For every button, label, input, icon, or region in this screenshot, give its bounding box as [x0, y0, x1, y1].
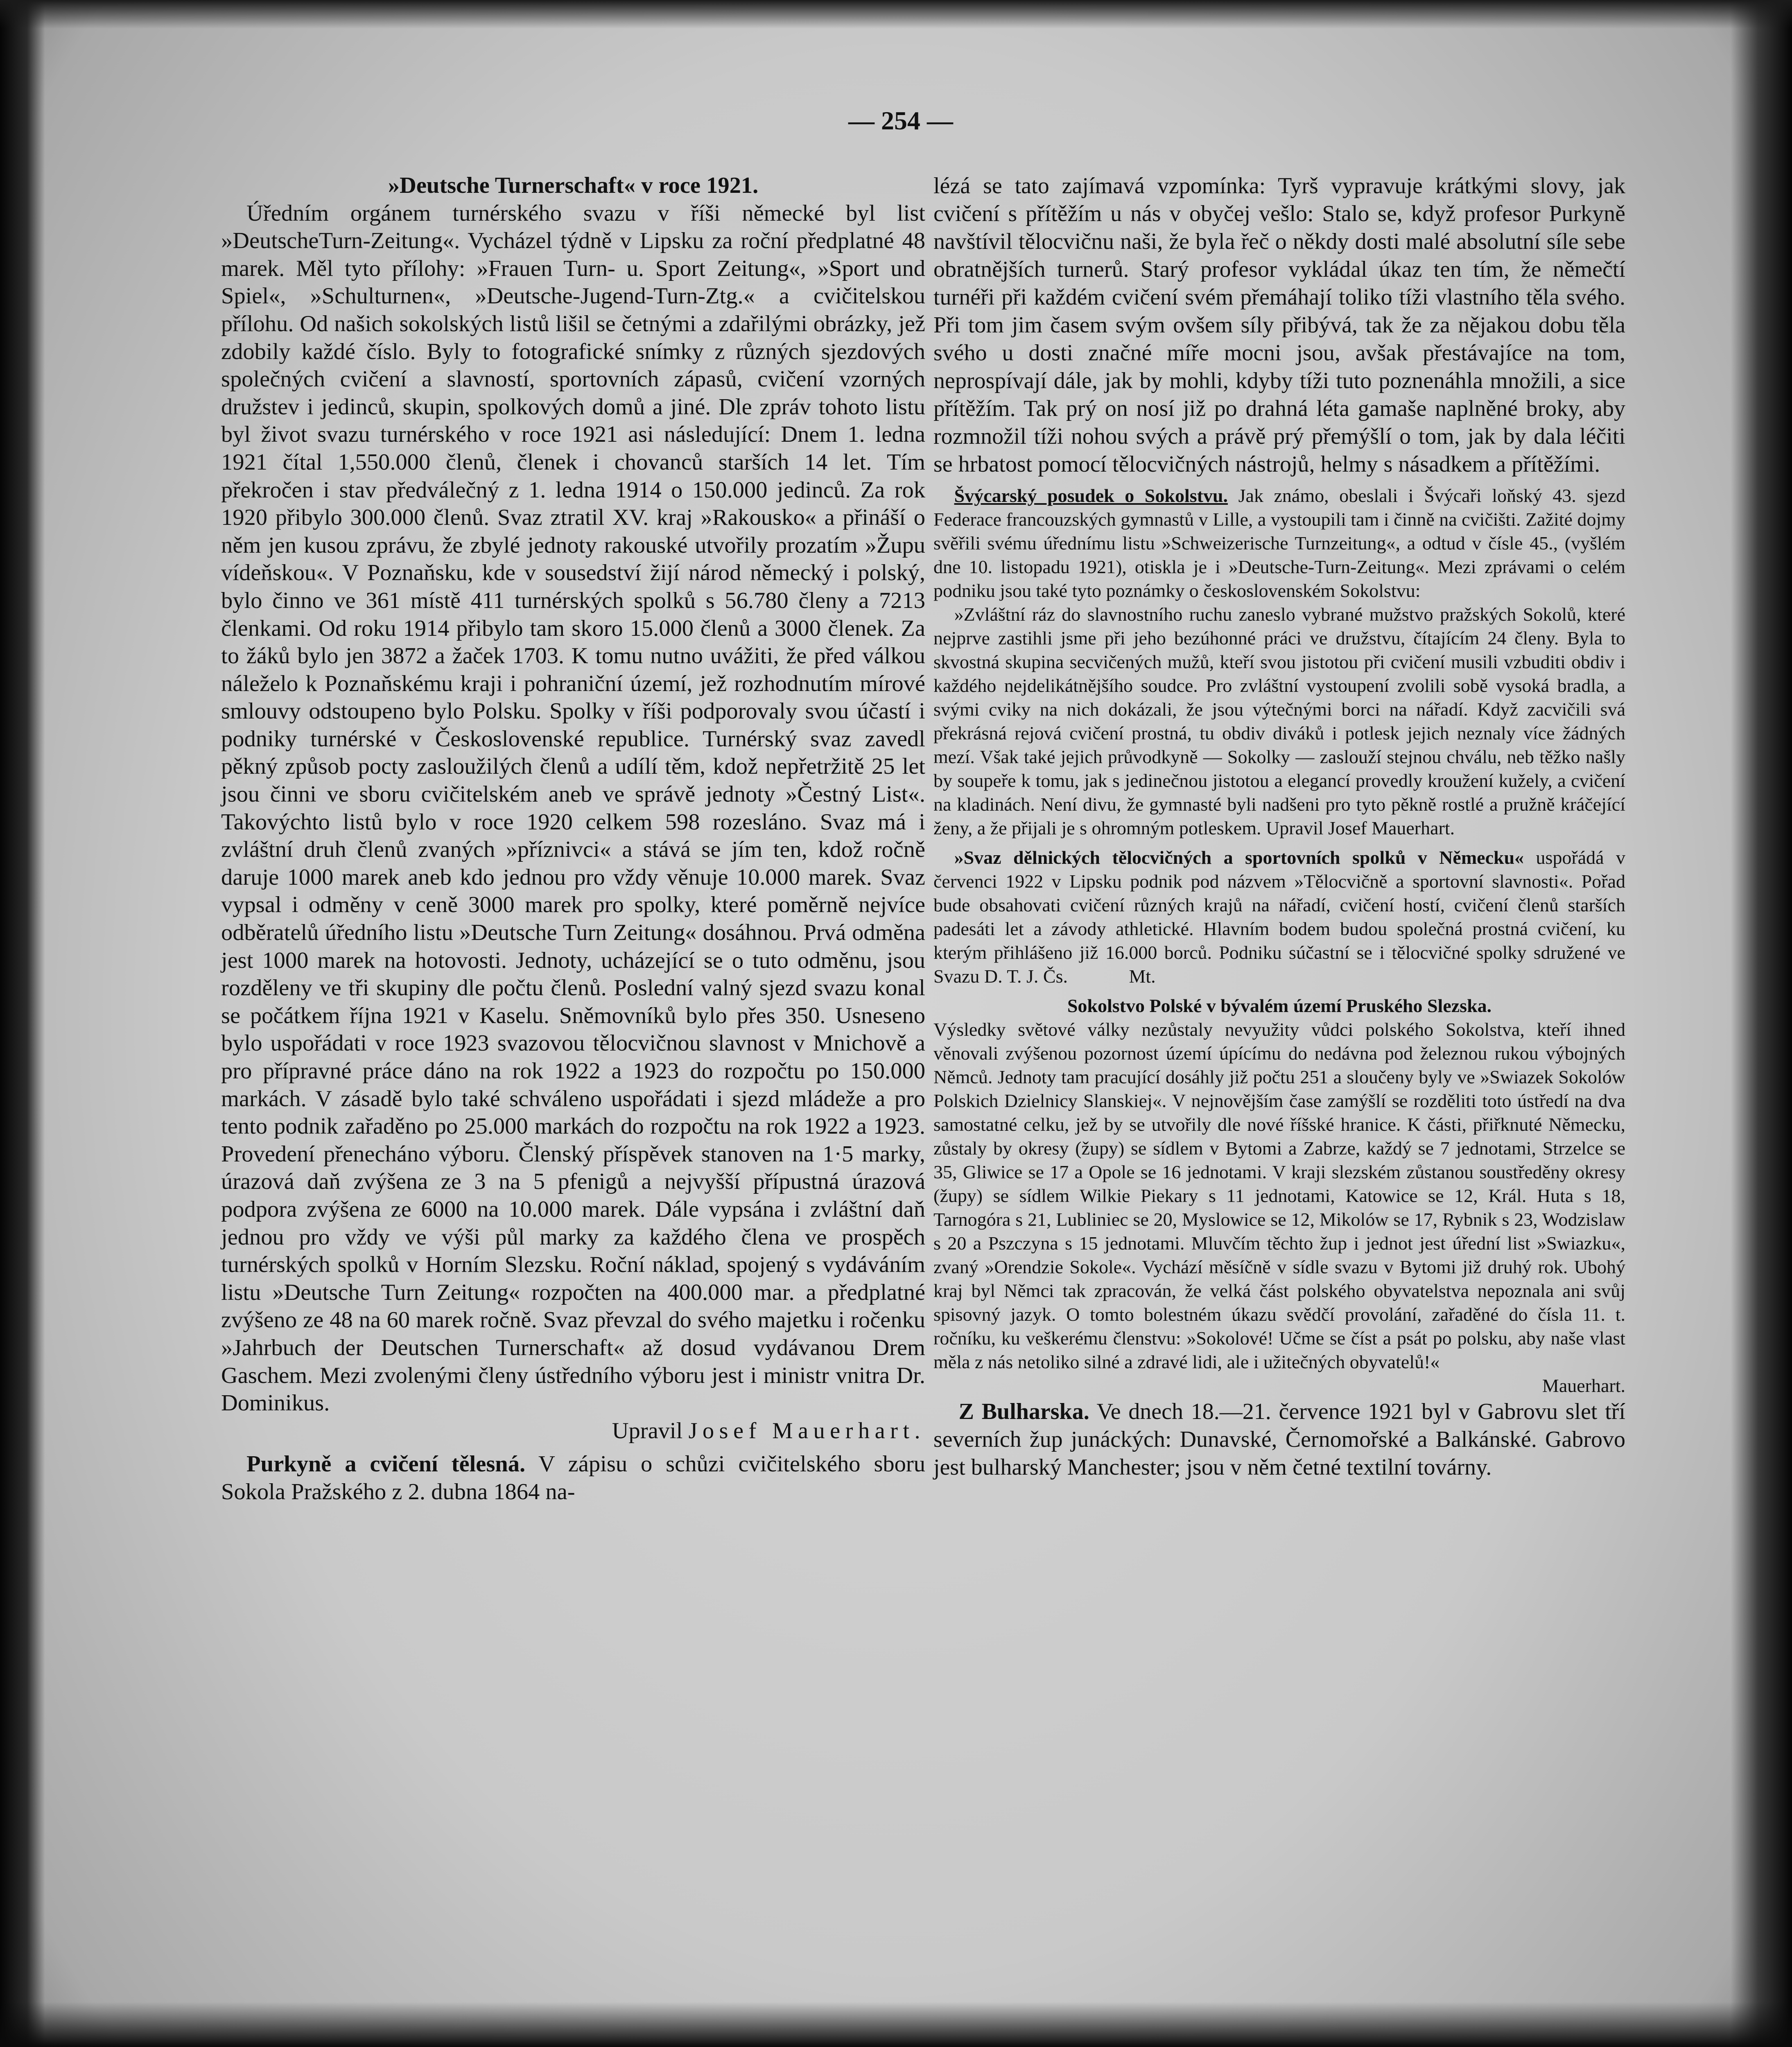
article-body-polish: Výsledky světové války nezůstaly nevyužity vůdci polského Sokolstva, kteří ihned věnovali zvýšenou pozornost území úpícímu do nedávna pod železnou rukou výbojných Němců. Jednoty tam pracující dosáhly již počtu 251 a sloučeny byly ve »Swiazek Sokolów Polskich Dzielnicy Slanskiej«. V nejnovějším čase zamýšlí se rozděliti toto ústředí na dva samostatné celku, jež by se utvořily dle nové říšské hranice. K části, přiřknuté Německu, zůstaly by okresy (župy) se sídlem v Bytomi a Zabrze, každý se 7 jednotami, Strzelce se 35, Gliwice se 17 a Opole se 16 jednotami. V kraji slezském zůstanou soustředěny okresy (župy) se sídlem Wilkie Piekary s 11 jednotami, Katowice se 12, Král. Huta s 18, Tarnogóra s 21, Lubliniec se 20, Myslowice se 12, Mikolów se 17, Rybnik s 23, Wodzislaw s 20 a Pszczyna s 15 jednotami. Mluvčím těchto žup i jednot jest úřední list »Swiazku«, zvaný »Orendzie Sokole«. Vychází měsíčně v sídle svazu v Bytomi již druhý rok. Ubohý kraj byl Němci tak zpracován, že velká část polského obyvatelstva nepoznala ani svůj spisovný jazyk. O tomto bolestném úkazu svědčí provolání, zařaděné do čísla 11. t. ročníku, ku veškerému členstvu: »Sokolové! Učme se číst a psát po polsku, aby naše vlast měla z nás netoliko silné a zdravé lidi, ale i užitečných obyvatelů!«	[933, 1019, 1625, 1372]
article-workers	[933, 846, 1625, 988]
right-column	[933, 172, 1625, 1481]
page-number: — 254 —	[848, 106, 953, 135]
article-title-bulgaria: Z Bulharska.	[958, 1399, 1089, 1424]
scan-edge-right	[1731, 0, 1792, 2047]
left-column	[221, 172, 925, 1506]
scan-edge-top	[0, 0, 1792, 29]
signature-name: Josef Mauerhart.	[688, 1418, 925, 1444]
article-body-purkyne-start: V zápisu o schůzi cvičitelského sboru Sokola Pražského z 2. dubna 1864 na-	[221, 1451, 925, 1505]
article-body-workers: uspořádá v červenci 1922 v Lipsku podnik pod názvem »Tělocvičně a sportovní slavnosti«. Pořad bude obsahovati cvičení různých krajů na nářadí, cvičení hostí, cvičení členů starších padesáti let a závody athletické. Hlavním bodem budou společná prostná cvičení, ku kterým přihlášeno již 16.000 borců. Podniku súčastní se i tělocvičné spolky sdružené ve Svazu D. T. J. Čs.	[933, 847, 1625, 987]
article-body-turnerschaft: Úředním orgánem turnérského svazu v říši německé byl list »DeutscheTurn-Zeitung«. Vycházel týdně v Lipsku za roční předplatné 48 marek. Měl tyto přílohy: »Frauen Turn- u. Sport Zeitung«, »Sport und Spiel«, »Schulturnen«, »Deutsche-Jugend-Turn-Ztg.« a cvičitelskou přílohu. Od našich sokolských listů lišil se četnými a zdařilými obrázky, jež zdobily každé číslo. Byly to fotografické snímky z různých sjezdových společných cvičení a slavností, sportovních zápasů, cvičení vzorných družstev i jedinců, skupin, spolkových domů a jiné. Dle zpráv tohoto listu byl život svazu turnérského v roce 1921 asi následující: Dnem 1. ledna 1921 čítal 1,550.000 členů, členek i chovanců starších 14 let. Tím překročen i stav předválečný z 1. ledna 1914 o 150.000 jedinců. Za rok 1920 přibylo 300.000 členů. Svaz ztratil XV. kraj »Rakousko« a přináší o něm jen kusou zprávu, že zbylé jednoty rakouské utvořily prozatím »Župu vídeňskou«. V Poznaňsku, kde v sousedství žijí národ německý i polský, bylo činno ve 361 místě 411 turnérských spolků s 56.780 členy a 7213 členkami. Od roku 1914 přibylo tam skoro 15.000 členů a 3000 členek. Za to žáků bylo jen 3872 a žaček 1703. K tomu nutno uvážiti, že před válkou náleželo k Poznaňskému kraji i pohraniční území, jež rozhodnutím mírové smlouvy odstoupeno bylo Polsku. Spolky v říši podporovaly svou účastí i podniky turnérské v Československé republice. Turnérský svaz zavedl pěkný způsob pocty zasloužilých členů a udílí těm, kdož nepřetržitě 25 let jsou činni ve sboru cvičitelském aneb ve správě jednoty »Čestný List«. Takovýchto listů bylo v roce 1920 celkem 598 rozesláno. Svaz má i zvláštní druh členů zvaných »příznivci« a stává se jím ten, kdož ročně daruje 1000 marek aneb kdo jednou pro vždy věnuje 10.000 marek. Svaz vypsal i odměny v ceně 3000 marek pro spolky, které poměrně nejvíce odběratelů úředního listu »Deutsche Turn Zeitung« dosáhnou. Prvá odměna jest 1000 marek na hotovosti. Jednoty, ucházející se o tuto odměnu, jsou rozděleny ve tři skupiny dle počtu členů. Poslední valný sjezd svazu konal se počátkem října 1921 v Kaselu. Sněmovníků bylo přes 350. Usneseno bylo uspořádati v roce 1923 svazovou tělocvičnou slavnost v Mnichově a pro přípravné práce dáno na rok 1922 a 1923 do rozpočtu po 150.000 markách. V zásadě bylo také schváleno uspořádati i sjezd mládeže a pro tento podnik zařaděno po 25.000 markách do rozpočtu na rok 1922 a 1923. Provedení přenecháno výboru. Členský příspěvek stanoven na 1·5 marky, úrazová daň zvýšena ze 3 na 5 pfenigů a nejvyšší přípustná úrazová podpora zvýšena ze 6000 na 10.000 marek. Dále vypsána i zvláštní daň jednou pro vždy ve výši půl marky za každého člena ve prospěch turnérských spolků v Horním Slezsku. Roční náklad, spojený s vydáváním listu »Deutsche Turn Zeitung« rozpočten na 400.000 mar. a předplatné zvýšeno ze 48 na 60 marek ročně. Svaz převzal do svého majetku i ročenku »Jahrbuch der Deutschen Turnerschaft« až dosud vydávanou Drem Gaschem. Mezi zvolenými členy ústředního výboru jest i ministr vnitra Dr. Dominikus.	[221, 200, 925, 1416]
article-title-swiss: Švýcarský posudek o Sokolstvu.	[954, 485, 1228, 506]
article-title-turnerschaft: »Deutsche Turnerschaft« v roce 1921.	[388, 173, 759, 198]
scan-edge-bottom	[0, 2002, 1792, 2047]
article-signature-polish: Mauerhart.	[1542, 1375, 1625, 1396]
article-signature-workers: Mt.	[1129, 966, 1156, 987]
article-title-workers: »Svaz dělnických tělocvičných a sportovních spolků v Německu«	[954, 847, 1524, 868]
article-swiss	[933, 484, 1625, 603]
article-body-swiss: Jak známo, obeslali i Švýcaři loňský 43. sjezd Federace francouzských gymnastů v Lille, a vystoupili tam i činně na cvičišti. Zažité dojmy svěřili svému úřednímu listu »Schweizerische Turnzeitung«, a odtud v čísle 45., (vyšlém dne 10. listopadu 1921), otiskla je i »Deutsche-Turn-Zeitung«. Mezi zprávami o celém podniku jsou také tyto poznámky o československém Sokolstvu:	[933, 485, 1625, 601]
article-signature-turnerschaft	[221, 1417, 925, 1445]
article-bulgaria	[933, 1398, 1625, 1481]
article-body-bulgaria: Ve dnech 18.—21. července 1921 byl v Gabrovu slet tří severních žup junáckých: Dunavské, Černomořské a Balkánské. Gabrovo jest bulharský Manchester; jsou v něm četné textilní továrny.	[933, 1399, 1626, 1480]
article-purkyne	[221, 1451, 925, 1506]
signature-prefix: Upravil	[612, 1418, 683, 1444]
article-body-purkyne-continuation: lézá se tato zajímavá vzpomínka: Tyrš vypravuje krátkými slovy, jak cvičení s přítěžím u nás v obyčej vešlo: Stalo se, když profesor Purkyně navštívil tělocvičnu naši, že byla řeč o někdy dosti malé absolutní síle sebe obratnějších turnerů. Starý profesor vykládal úkaz ten tím, že němečtí turnéři při každém cvičení svém přemáhají toliko tíži vlastního těla svého. Při tom jim časem svým ovšem síly přibývá, tak že za nějakou dobu těla svého u dosti značné míře mocni jsou, avšak přestávajíce na tom, neprospívají dále, jak by mohli, kdyby tíži tuto poznenáhla množili, a sice přítěžím. Tak prý on nosí již po drahná léta gamaše naplněné broky, aby rozmnožil tíži nohou svých a právě prý přemýšlí o tom, jak by dala léčiti se hrbatost pomocí tělocvičných nástrojů, helmy s násadkem a přítěžími.	[933, 173, 1625, 477]
article-title-polish: Sokolstvo Polské v bývalém území Pruského Slezska.	[1067, 995, 1492, 1016]
scan-edge-left	[0, 0, 45, 2047]
article-quote-swiss: »Zvláštní ráz do slavnostního ruchu zaneslo vybrané mužstvo pražských Sokolů, které nejprve zastihli jsme při jeho bezúhonné práci ve družstvu, čítajícím 24 členy. Byla to skvostná skupina secvičených mužů, kteří svou jistotou při cvičení musili vzbuditi obdiv i každého nejdelikátnějšího soudce. Pro zvláštní vystoupení zvolili sobě vysoká bradla, a svými cviky na nich dokázali, že jsou výtečnými borci na nářadí. Když zacvičili svá překrásná rejová cvičení prostná, tu obdiv diváků i potlesk jejich neznaly více žádných mezí. Však také jejich průvodkyně — Sokolky — zaslouží stejnou chválu, neb těžko našly by soupeře k tomu, jak s jedinečnou jistotou a elegancí provedly kroužení kužely, a cvičení na kladinách. Není divu, že gymnasté byli nadšeni pro tyto pěkně rostlé a pružně kráčející ženy, a že přijali je s ohromným potleskem. Upravil Josef Mauerhart.	[933, 604, 1625, 838]
article-title-purkyne: Purkyně a cvičení tělesná.	[246, 1451, 526, 1477]
